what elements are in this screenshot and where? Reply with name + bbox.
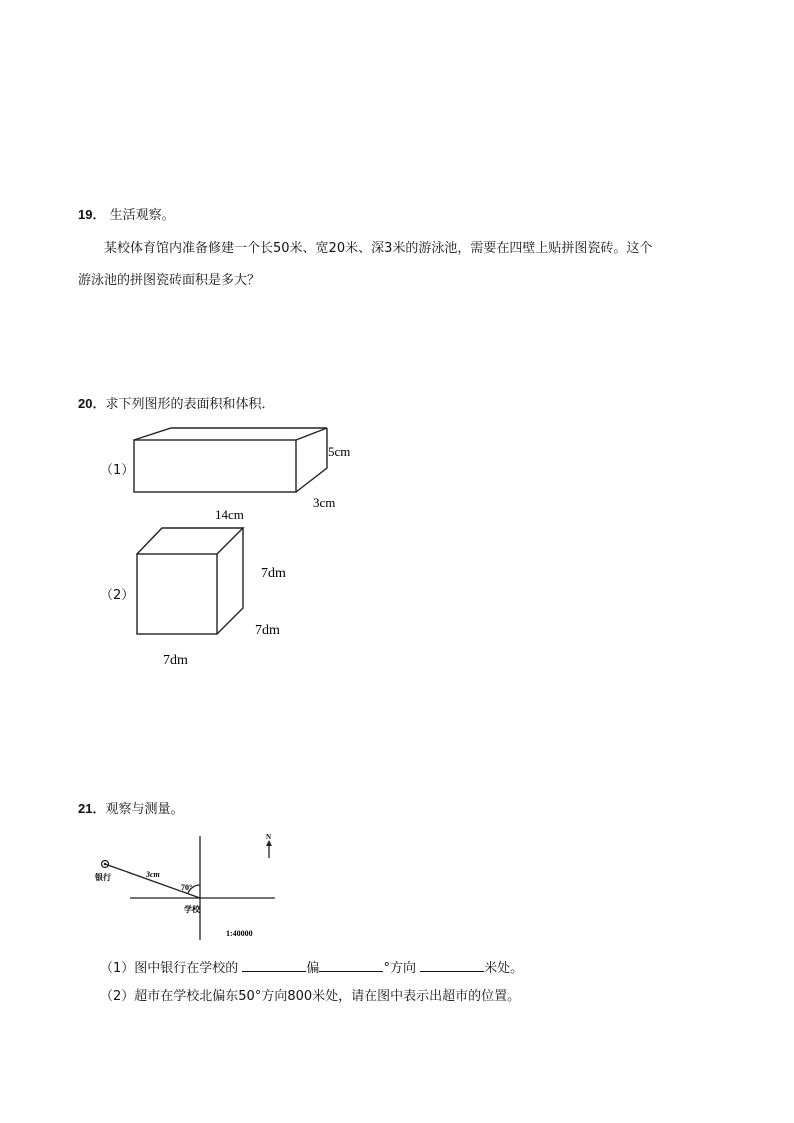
cuboid-width-label: 3cm xyxy=(313,495,336,510)
angle-label: 70° xyxy=(181,883,193,892)
q20-number: 20． xyxy=(78,396,106,411)
q20-title: 求下列图形的表面积和体积． xyxy=(105,397,275,412)
q20-fig2-label: （2） xyxy=(100,588,135,603)
cube-figure xyxy=(125,525,325,670)
cube-width-label: 7dm xyxy=(255,623,280,638)
bank-label: 银行 xyxy=(95,873,111,882)
answer-blank-distance[interactable] xyxy=(420,957,484,972)
q19-title: 生活观察。 xyxy=(109,208,175,223)
cuboid-height-label: 5cm xyxy=(328,444,351,459)
cuboid-top-face xyxy=(134,428,327,440)
cube-length-label: 7dm xyxy=(163,653,188,668)
q19-number: 19． xyxy=(78,207,106,222)
cube-top-face xyxy=(137,528,243,554)
answer-blank-direction[interactable] xyxy=(242,957,306,972)
q21-title: 观察与测量。 xyxy=(105,802,184,817)
q21-sub1-mid2: °方向 xyxy=(383,961,416,976)
cuboid-length-label: 14cm xyxy=(215,507,244,522)
school-label: 学校 xyxy=(184,905,200,914)
q19-heading xyxy=(78,206,175,225)
q21-sub1-prefix: （1）图中银行在学校的 xyxy=(100,961,239,976)
scale-label: 1:40000 xyxy=(226,929,253,938)
q20-heading xyxy=(78,395,274,414)
north-label: N xyxy=(266,833,272,841)
cube-side-face xyxy=(217,528,243,634)
q19-text-line1: 某校体育馆内准备修建一个长50米、宽20米、深3米的游泳池，需要在四壁上贴拼图瓷砖。这个 xyxy=(104,241,653,256)
distance-label: 3cm xyxy=(146,870,160,879)
q19-text-line2: 游泳池的拼图瓷砖面积是多大？ xyxy=(78,273,261,288)
map-figure xyxy=(90,830,282,942)
answer-blank-angle[interactable] xyxy=(319,957,383,972)
q21-sub2: （2）超市在学校北偏东50°方向800米处，请在图中表示出超市的位置。 xyxy=(100,989,521,1004)
cuboid-figure xyxy=(125,420,375,525)
q21-sub1-suffix: 米处。 xyxy=(484,961,524,976)
q21-sub1-mid1: 偏 xyxy=(306,961,320,976)
cube-height-label: 7dm xyxy=(261,566,286,581)
cube-front-face xyxy=(137,554,217,634)
q21-number: 21． xyxy=(78,801,106,816)
q20-fig1-label: （1） xyxy=(100,463,135,478)
q21-heading xyxy=(78,800,183,819)
cuboid-front-face xyxy=(134,440,296,492)
q21-sub1 xyxy=(100,957,523,978)
